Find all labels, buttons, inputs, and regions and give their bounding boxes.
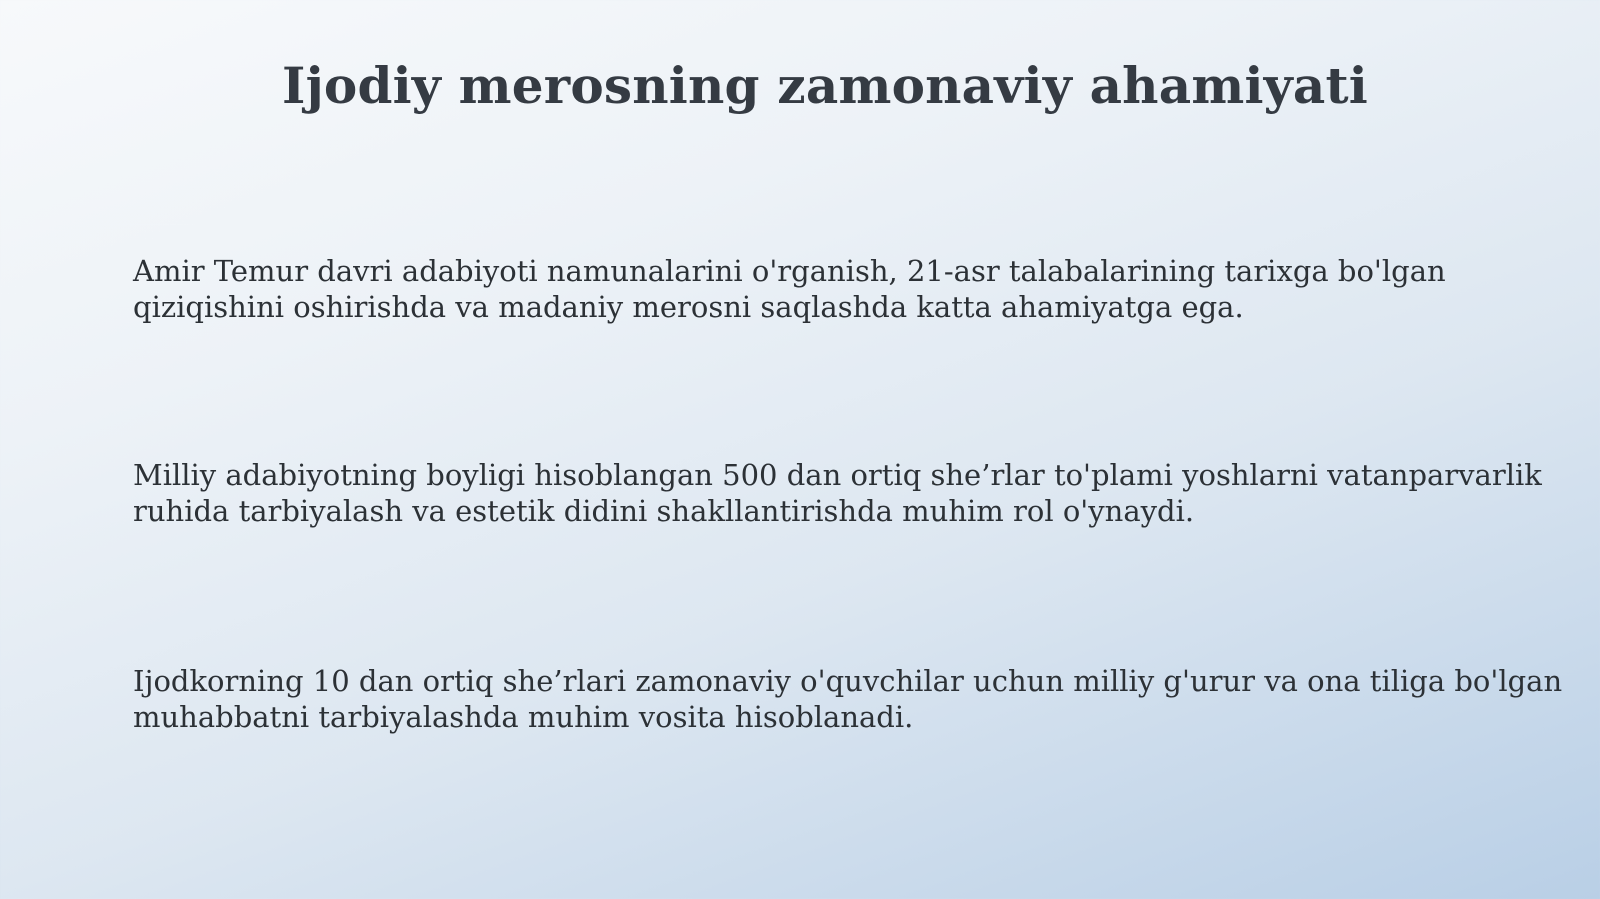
slide-title: Ijodiy merosning zamonaviy ahamiyati <box>282 56 1368 115</box>
paragraph-1: Amir Temur davri adabiyoti namunalarini o'rganish, 21-asr talabalarining tarixga bo'lgan qiziqishini oshirishda va madaniy merosni saqlashda katta ahamiyatga ega. <box>133 254 1446 324</box>
paragraph-2: Milliy adabiyotning boyligi hisoblangan 500 dan ortiq she’rlar to'plami yoshlarni vatanparvarlik ruhida tarbiyalash va estetik didini shakllantirishda muhim rol o'ynaydi. <box>133 458 1542 528</box>
paragraph-3: Ijodkorning 10 dan ortiq she’rlari zamonaviy o'quvchilar uchun milliy g'urur va ona tiliga bo'lgan muhabbatni tarbiyalashda muhim vosita hisoblanadi. <box>133 664 1563 734</box>
